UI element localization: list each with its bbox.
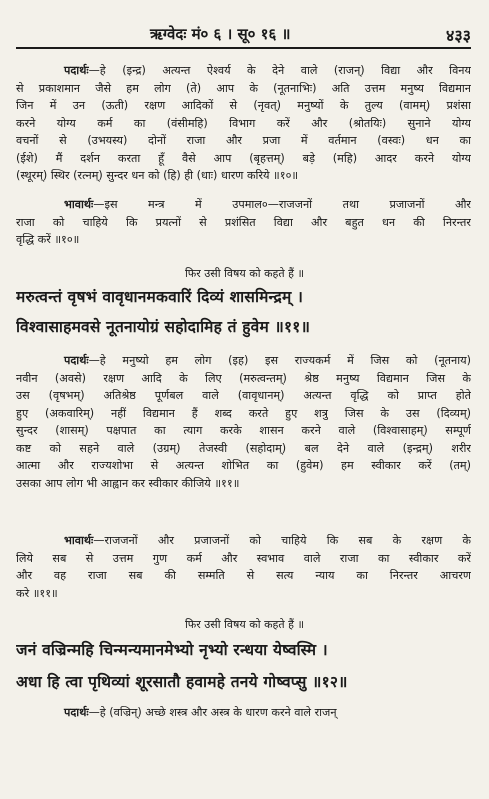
paragraph-line: पदार्थः—हे मनुष्यो हम लोग (इह) इस राज्यकर्म में जिस को (नूतनाय): [64, 354, 471, 367]
paragraph-line: नवीन (अवसे) रक्षण आदि के लिए (मरुत्वन्तम्) श्रेष्ठ मनुष्य विद्यमान जिस के: [16, 371, 471, 385]
padartha-paragraph-11: [16, 352, 471, 492]
paragraph-label: भावार्थः: [64, 198, 94, 211]
paragraph-line: करे ॥११॥: [16, 586, 58, 600]
verse-line: जनं वज्रिन्महि चिन्मन्यमानमेभ्यो नृभ्यो रन्धया येष्वस्मि ।: [16, 641, 328, 659]
paragraph-label: पदार्थः: [64, 64, 89, 77]
paragraph-line: जिन में उन (ऊती) रक्षण आदिकों से (नृवत्) मनुष्यों के तुल्य (वामम्) प्रशंसा: [16, 99, 471, 112]
paragraph-line: वृद्धि करें ॥१०॥: [16, 233, 80, 246]
paragraph-line: और वह राजा सब की सम्मति से सत्य न्याय का निरन्तर आचरण: [16, 569, 471, 582]
header-rule: [16, 47, 471, 49]
paragraph-label: पदार्थः: [64, 354, 89, 367]
paragraph-label: भावार्थः: [64, 534, 94, 547]
page-header: [0, 24, 489, 48]
paragraph-line: से प्रकाशमान जैसे हम लोग (ते) आप के (नूतनाभिः) अति उत्तम मनुष्य विद्यमान: [16, 81, 471, 95]
paragraph-line: वचनों से (उभयस्य) दोनों राजा और प्रजा में वर्तमान (वस्वः) धन का: [16, 134, 471, 147]
paragraph-line: हुए (अकवारिम्) नहीं विद्यमान हैं शब्द करते हुए शत्रु जिस के उस (दिव्यम्): [16, 406, 471, 420]
paragraph-line: उस (वृषभम्) अतिश्रेष्ठ पूर्णबल वाले (वावृधानम्) अत्यन्त वृद्धि को प्राप्त होते: [16, 389, 471, 402]
paragraph-line: पदार्थः—हे (इन्द्र) अत्यन्त ऐश्वर्य के देने वाले (राजन्) विद्या और विनय: [64, 64, 471, 77]
paragraph-line: उसका आप लोग भी आह्वान कर स्वीकार कीजिये ॥११॥: [16, 476, 240, 490]
paragraph-line: आत्मा और राज्यशोभा से अत्यन्त शोभित का (हुवेम) हम स्वीकार करें (तम्): [16, 459, 471, 472]
paragraph-line: सुन्दर (शासम्) पक्षपात का त्याग करके शासन करने वाले (विश्वासाहम्) सम्पूर्ण: [16, 424, 471, 437]
paragraph-line: भावार्थः—इस मन्त्र में उपमाल०—राजजनों तथा प्रजाजनों और: [64, 198, 471, 211]
verse-line: मरुत्वन्तं वृषभं वावृधानमकवारिं दिव्यं शासमिन्द्रम् ।: [16, 288, 304, 306]
verse-line: अधा हि त्वा पृथिव्यां शूरसातौ हवामहे तनये गोष्वप्सु ॥१२॥: [16, 673, 348, 691]
section-subheading: फिर उसी विषय को कहते हैं ॥: [184, 267, 305, 280]
paragraph-line: (स्थूरम्) स्थिर (रत्नम्) सुन्दर धन को (हि) ही (धाः) धारण करिये ॥१०॥: [16, 169, 299, 182]
running-head: ऋग्वेदः मं० ६ । सू० १६ ॥: [150, 25, 291, 43]
verse-11: [16, 285, 471, 339]
section-subheading: फिर उसी विषय को कहते हैं ॥: [184, 618, 305, 631]
paragraph-line: राजा को चाहिये कि प्रयत्नों से प्रशंसित विद्या और बहुत धन की निरन्तर: [16, 215, 471, 229]
paragraph-line: (ईशे) मैं दर्शन करता हूँ वैसे आप (बृहत्तम्) बड़े (महि) आदर करने योग्य: [16, 151, 471, 165]
paragraph-line: पदार्थः—हे (वज्रिन्) अच्छे शस्त्र और अस्त्र के धारण करने वाले राजन्: [64, 706, 337, 719]
padartha-paragraph-10: [16, 62, 471, 185]
paragraph-line: कष्ट को सहने वाले (उग्रम्) तेजस्वी (सहोदाम्) बल देने वाले (इन्द्रम्) शरीर: [16, 441, 471, 455]
bhavartha-paragraph-10: [16, 196, 471, 249]
paragraph-label: पदार्थः: [64, 706, 89, 719]
bhavartha-paragraph-11: [16, 532, 471, 602]
paragraph-line: लिये सब से उत्तम गुण कर्म और स्वभाव वाले राजा का स्वीकार करें: [16, 551, 471, 565]
paragraph-line: करने योग्य कर्म का (वंसीमहि) विभाग करें और (श्रोतयिः) सुनाने योग्य: [16, 116, 471, 130]
verse-12: [16, 638, 471, 694]
verse-line: विश्वासाहमवसे नूतनायोग्रं सहोदामिह तं हुवेम ॥११॥: [16, 318, 311, 336]
page-number: ४३३: [446, 26, 471, 45]
padartha-paragraph-12: [16, 704, 471, 722]
paragraph-line: भावार्थः—राजजनों और प्रजाजनों को चाहिये कि सब के रक्षण के: [64, 534, 471, 547]
